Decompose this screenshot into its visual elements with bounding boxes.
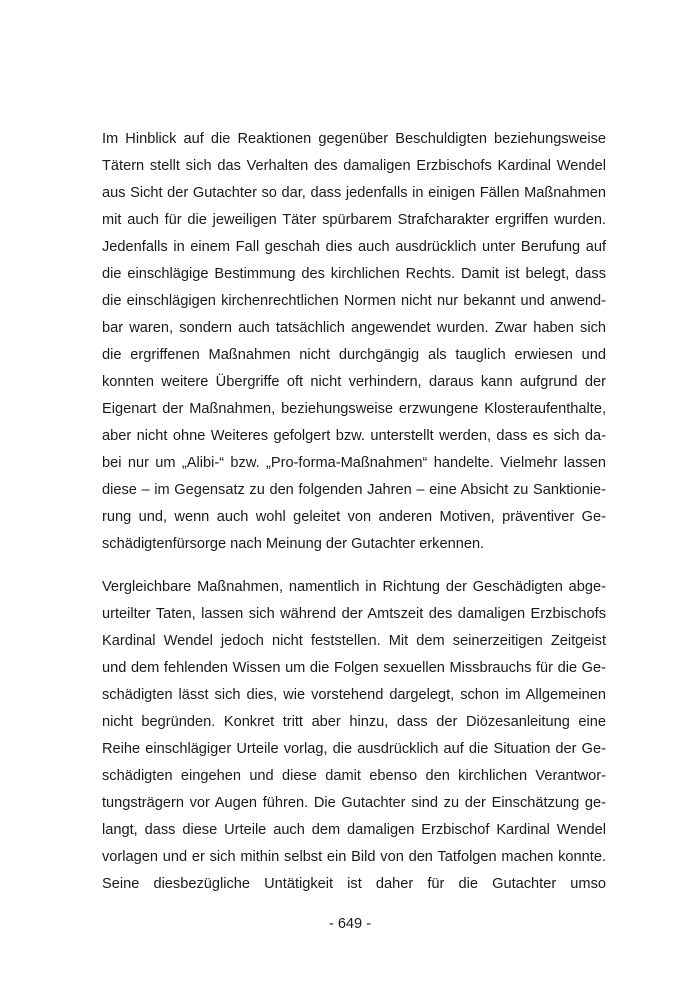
text-line: bei nur um „Alibi-“ bzw. „Pro-forma-Maßnahmen“ handelte. Vielmehr lassen <box>102 455 606 471</box>
text-line: rung und, wenn auch wohl geleitet von anderen Motiven, präventiver Ge- <box>102 509 606 525</box>
text-line: bar waren, sondern auch tatsächlich angewendet wurden. Zwar haben sich <box>102 320 606 336</box>
paragraph <box>102 574 606 898</box>
text-line: Kardinal Wendel jedoch nicht feststellen. Mit dem seinerzeitigen Zeitgeist <box>102 633 606 649</box>
text-line: mit auch für die jeweiligen Täter spürbarem Strafcharakter ergriffen wurden. <box>102 212 606 228</box>
text-line: nicht begründen. Konkret tritt aber hinzu, dass der Diözesanleitung eine <box>102 714 606 730</box>
text-line: aus Sicht der Gutachter so dar, dass jedenfalls in einigen Fällen Maßnahmen <box>102 185 606 201</box>
text-line: die einschlägige Bestimmung des kirchlichen Rechts. Damit ist belegt, dass <box>102 266 606 282</box>
text-line: Tätern stellt sich das Verhalten des damaligen Erzbischofs Kardinal Wendel <box>102 158 606 174</box>
text-line: Reihe einschlägiger Urteile vorlag, die ausdrücklich auf die Situation der Ge- <box>102 741 606 757</box>
text-line: langt, dass diese Urteile auch dem damaligen Erzbischof Kardinal Wendel <box>102 822 606 838</box>
text-line: diese – im Gegensatz zu den folgenden Jahren – eine Absicht zu Sanktionie- <box>102 482 606 498</box>
text-line: schädigten eingehen und diese damit ebenso den kirchlichen Verantwor- <box>102 768 606 784</box>
text-line: Jedenfalls in einem Fall geschah dies auch ausdrücklich unter Berufung auf <box>102 239 606 255</box>
text-line: und dem fehlenden Wissen um die Folgen sexuellen Missbrauchs für die Ge- <box>102 660 606 676</box>
text-line: Vergleichbare Maßnahmen, namentlich in Richtung der Geschädigten abge- <box>102 579 606 595</box>
text-line: die einschlägigen kirchenrechtlichen Normen nicht nur bekannt und anwend- <box>102 293 606 309</box>
text-line: Eigenart der Maßnahmen, beziehungsweise erzwungene Klosteraufenthalte, <box>102 401 606 417</box>
text-line: vorlagen und er sich mithin selbst ein Bild von den Tatfolgen machen konnte. <box>102 849 606 865</box>
page-number: - 649 - <box>328 916 372 932</box>
text-line: Im Hinblick auf die Reaktionen gegenüber Beschuldigten beziehungsweise <box>102 131 606 147</box>
text-line: urteilter Taten, lassen sich während der Amtszeit des damaligen Erzbischofs <box>102 606 606 622</box>
text-line: schädigten lässt sich dies, wie vorstehend dargelegt, schon im Allgemeinen <box>102 687 606 703</box>
text-line: Seine diesbezügliche Untätigkeit ist daher für die Gutachter umso <box>102 876 606 892</box>
text-line: schädigtenfürsorge nach Meinung der Gutachter erkennen. <box>102 536 485 552</box>
text-line: aber nicht ohne Weiteres gefolgert bzw. unterstellt werden, dass es sich da- <box>102 428 606 444</box>
text-line: konnten weitere Übergriffe oft nicht verhindern, daraus kann aufgrund der <box>102 374 606 390</box>
text-line: tungsträgern vor Augen führen. Die Gutachter sind zu der Einschätzung ge- <box>102 795 606 811</box>
text-line: die ergriffenen Maßnahmen nicht durchgängig als tauglich erwiesen und <box>102 347 606 363</box>
paragraph <box>102 126 606 558</box>
